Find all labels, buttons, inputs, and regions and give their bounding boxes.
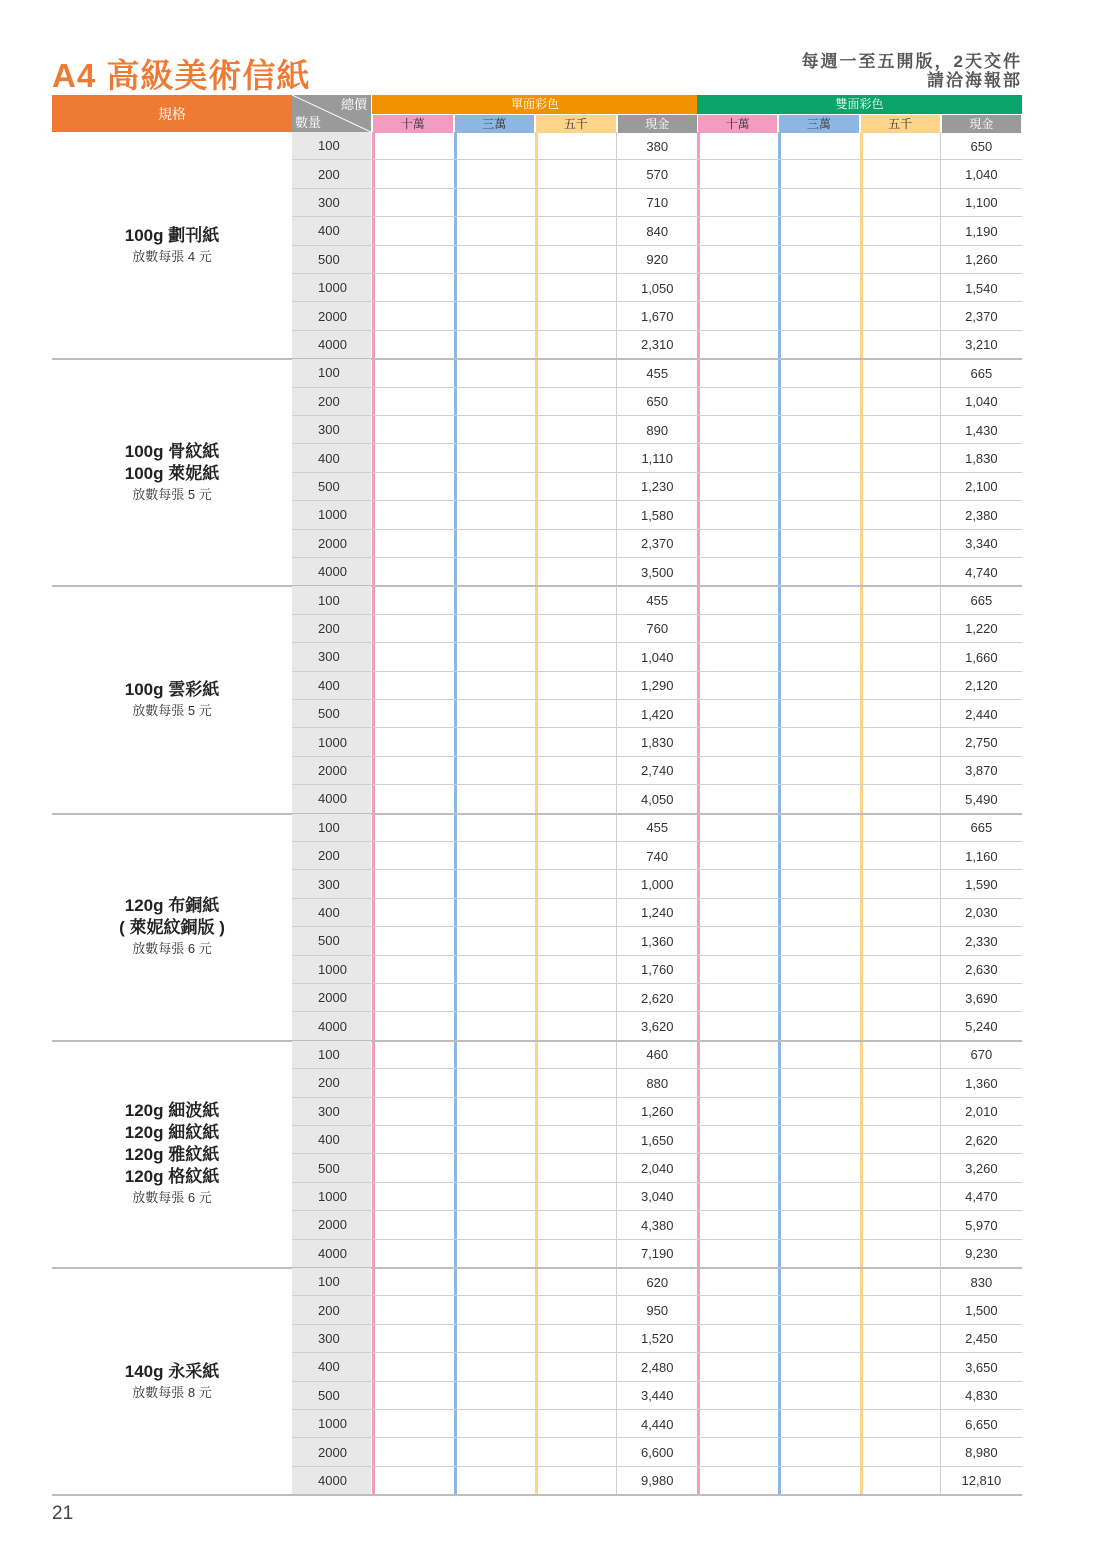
single-cash-price: 4,050 — [640, 791, 674, 807]
quantity-label: 數量 — [295, 115, 322, 130]
single-cash-price: 1,520 — [640, 1331, 674, 1347]
single-cash-price: 1,580 — [640, 507, 674, 523]
single-cash-price: 1,760 — [640, 962, 674, 978]
double-cash-price: 665 — [970, 820, 993, 836]
quantity-cell: 100 — [292, 132, 371, 159]
quantity-cell: 1000 — [292, 956, 371, 983]
extra-copy-price: 放數每張 5 元 — [132, 702, 212, 718]
quantity-cell: 100 — [292, 814, 371, 841]
double-cash-price: 1,220 — [965, 621, 998, 637]
paper-name: 120g 雅紋紙 — [124, 1145, 220, 1165]
single-tier-100k-header: 十萬 — [373, 115, 453, 133]
single-cash-price: 7,190 — [640, 1246, 674, 1262]
single-cash-price: 3,500 — [640, 564, 674, 580]
double-cash-price: 1,260 — [965, 252, 998, 268]
paper-name: 120g 布銅紙 — [124, 896, 220, 916]
spec-label — [52, 1041, 292, 1268]
double-cash-price: 4,740 — [965, 564, 998, 580]
paper-name: 100g 雲彩紙 — [124, 679, 220, 699]
double-cash-price: 2,100 — [965, 479, 998, 495]
single-cash-price: 460 — [646, 1047, 669, 1063]
double-cash-price: 1,430 — [965, 422, 998, 438]
double-cash-price: 1,540 — [965, 280, 998, 296]
quantity-cell: 200 — [292, 615, 371, 642]
quantity-cell: 400 — [292, 899, 371, 926]
single-cash-price: 1,040 — [640, 649, 674, 665]
double-cash-price: 1,500 — [965, 1303, 998, 1319]
double-cash-price: 830 — [970, 1274, 993, 1290]
single-cash-price: 1,650 — [640, 1132, 674, 1148]
page-title: A4 高級美術信紙 — [52, 57, 311, 94]
double-cash-price: 665 — [970, 593, 993, 609]
quantity-cell: 1000 — [292, 1410, 371, 1437]
extra-copy-price: 放數每張 8 元 — [132, 1384, 212, 1400]
quantity-cell: 4000 — [292, 1012, 371, 1039]
extra-copy-price: 放數每張 5 元 — [132, 486, 212, 502]
double-cash-price: 3,870 — [965, 763, 998, 779]
price-table — [52, 95, 1022, 1495]
single-cash-price: 570 — [646, 167, 669, 183]
quantity-cell: 400 — [292, 217, 371, 244]
double-cash-price: 5,490 — [965, 791, 998, 807]
single-cash-price: 880 — [646, 1075, 669, 1091]
quantity-cell: 1000 — [292, 501, 371, 528]
spec-label — [52, 1268, 292, 1495]
notice-line: 每週一至五開版，2天交件 — [801, 52, 1022, 71]
single-cash-price: 1,260 — [640, 1104, 674, 1120]
single-cash-price: 380 — [646, 138, 669, 154]
quantity-cell: 200 — [292, 388, 371, 415]
single-tier-5k-header: 五千 — [536, 115, 616, 133]
quantity-cell: 300 — [292, 1325, 371, 1352]
single-cash-price: 1,110 — [641, 451, 674, 467]
single-cash-price: 3,440 — [640, 1388, 674, 1404]
double-cash-price: 2,630 — [965, 962, 998, 978]
double-cash-price: 3,340 — [965, 536, 998, 552]
single-cash-price: 9,980 — [640, 1473, 674, 1489]
spec-label — [52, 359, 292, 586]
paper-name: 100g 骨紋紙 — [124, 441, 220, 461]
quantity-cell: 500 — [292, 700, 371, 727]
single-cash-price: 1,230 — [640, 479, 674, 495]
single-cash-price: 620 — [646, 1274, 669, 1290]
single-cash-price: 2,310 — [640, 337, 674, 353]
quantity-cell: 1000 — [292, 274, 371, 301]
quantity-cell: 2000 — [292, 1438, 371, 1465]
double-cash-price: 650 — [970, 138, 993, 154]
paper-name: 100g 萊妮紙 — [124, 463, 220, 483]
single-cash-price: 4,380 — [640, 1217, 674, 1233]
double-cash-price: 1,190 — [965, 223, 998, 239]
single-cash-price: 1,050 — [640, 280, 674, 296]
quantity-cell: 2000 — [292, 984, 371, 1011]
double-cash-price: 2,120 — [965, 678, 998, 694]
double-cash-price: 2,750 — [965, 735, 998, 751]
single-cash-price: 650 — [646, 394, 669, 410]
quantity-cell: 4000 — [292, 331, 371, 358]
quantity-cell: 100 — [292, 1041, 371, 1068]
total-price-label: 總價 — [341, 97, 368, 112]
page-number: 21 — [52, 1503, 74, 1524]
single-cash-price: 890 — [646, 422, 669, 438]
quantity-cell: 1000 — [292, 728, 371, 755]
double-cash-price: 1,160 — [965, 848, 998, 864]
double-tier-30k-header: 三萬 — [779, 115, 858, 133]
quantity-cell: 500 — [292, 927, 371, 954]
quantity-cell: 300 — [292, 870, 371, 897]
spec-label — [52, 814, 292, 1041]
quantity-cell: 2000 — [292, 302, 371, 329]
single-cash-price: 6,600 — [640, 1445, 674, 1461]
quantity-cell: 500 — [292, 1382, 371, 1409]
paper-name: 100g 劃刊紙 — [124, 225, 220, 245]
single-cash-price: 455 — [646, 593, 669, 609]
single-cash-price: 1,000 — [640, 877, 674, 893]
single-cash-price: 1,420 — [640, 706, 674, 722]
quantity-cell: 300 — [292, 189, 371, 216]
single-cash-price: 2,620 — [640, 990, 674, 1006]
double-cash-price: 1,040 — [965, 394, 998, 410]
double-cash-price: 5,970 — [965, 1217, 998, 1233]
double-tier-5k-header: 五千 — [861, 115, 940, 133]
double-cash-price: 670 — [970, 1047, 993, 1063]
single-cash-price: 920 — [646, 252, 669, 268]
single-cash-price: 710 — [646, 195, 669, 211]
paper-name: ( 萊妮紋銅版 ) — [119, 918, 225, 938]
double-cash-price: 2,380 — [965, 507, 998, 523]
double-cash-price: 2,010 — [965, 1104, 998, 1120]
paper-name: 120g 細紋紙 — [124, 1123, 220, 1143]
quantity-cell: 200 — [292, 842, 371, 869]
spec-label — [52, 586, 292, 813]
double-cash-price: 3,260 — [965, 1161, 998, 1177]
double-cash-price: 665 — [970, 365, 993, 381]
quantity-cell: 2000 — [292, 1211, 371, 1238]
double-cash-price: 5,240 — [965, 1019, 998, 1035]
quantity-cell: 200 — [292, 160, 371, 187]
quantity-cell: 200 — [292, 1296, 371, 1323]
single-cash-price: 950 — [646, 1303, 669, 1319]
quantity-cell: 500 — [292, 473, 371, 500]
double-cash-price: 2,330 — [965, 933, 998, 949]
quantity-cell: 100 — [292, 586, 371, 613]
double-cash-price: 12,810 — [961, 1473, 1002, 1489]
double-tier-100k-header: 十萬 — [698, 115, 777, 133]
double-cash-price: 2,370 — [965, 309, 998, 325]
single-sided-header: 單面彩色 — [372, 95, 698, 114]
double-cash-price: 2,440 — [965, 706, 998, 722]
quantity-cell: 400 — [292, 444, 371, 471]
single-tier-cash-header: 現金 — [618, 115, 698, 133]
spec-label — [52, 132, 292, 359]
single-cash-price: 3,040 — [640, 1189, 674, 1205]
quantity-cell: 2000 — [292, 757, 371, 784]
single-cash-price: 1,360 — [640, 933, 674, 949]
quantity-cell: 4000 — [292, 558, 371, 585]
double-cash-price: 6,650 — [965, 1416, 998, 1432]
extra-copy-price: 放數每張 6 元 — [132, 1190, 212, 1206]
quantity-cell: 100 — [292, 359, 371, 386]
single-cash-price: 1,830 — [640, 735, 674, 751]
double-cash-price: 3,210 — [965, 337, 998, 353]
quantity-cell: 400 — [292, 672, 371, 699]
quantity-cell: 400 — [292, 1353, 371, 1380]
quantity-cell: 4000 — [292, 1467, 371, 1494]
quantity-cell: 1000 — [292, 1183, 371, 1210]
quantity-cell: 4000 — [292, 785, 371, 812]
single-tier-30k-header: 三萬 — [455, 115, 535, 133]
double-cash-price: 1,660 — [965, 649, 998, 665]
quantity-cell: 300 — [292, 1098, 371, 1125]
quantity-cell: 500 — [292, 246, 371, 273]
quantity-cell: 300 — [292, 643, 371, 670]
single-cash-price: 1,670 — [640, 309, 674, 325]
double-cash-price: 1,830 — [965, 451, 998, 467]
double-cash-price: 2,620 — [965, 1132, 998, 1148]
single-cash-price: 2,370 — [640, 536, 674, 552]
quantity-cell: 100 — [292, 1268, 371, 1295]
single-cash-price: 2,480 — [640, 1359, 674, 1375]
single-cash-price: 1,290 — [640, 678, 674, 694]
double-cash-price: 3,690 — [965, 990, 998, 1006]
section-divider — [52, 1494, 1022, 1496]
double-cash-price: 1,100 — [965, 195, 998, 211]
single-cash-price: 455 — [646, 820, 669, 836]
extra-copy-price: 放數每張 4 元 — [132, 248, 212, 264]
double-cash-price: 1,590 — [965, 877, 998, 893]
single-cash-price: 3,620 — [640, 1019, 674, 1035]
double-cash-price: 2,030 — [965, 905, 998, 921]
double-cash-price: 1,360 — [965, 1075, 998, 1091]
quantity-cell: 2000 — [292, 530, 371, 557]
paper-name: 140g 永采紙 — [124, 1361, 220, 1381]
extra-copy-price: 放數每張 6 元 — [132, 941, 212, 957]
paper-name: 120g 格紋紙 — [124, 1167, 220, 1187]
single-cash-price: 760 — [646, 621, 669, 637]
quantity-cell: 4000 — [292, 1240, 371, 1267]
double-cash-price: 8,980 — [965, 1445, 998, 1461]
spec-header: 規格 — [52, 95, 292, 132]
double-cash-price: 4,830 — [965, 1388, 998, 1404]
production-notice — [802, 52, 1022, 90]
notice-line: 請洽海報部 — [927, 71, 1022, 90]
quantity-cell: 500 — [292, 1154, 371, 1181]
single-cash-price: 840 — [646, 223, 669, 239]
single-cash-price: 4,440 — [640, 1416, 674, 1432]
double-cash-price: 9,230 — [965, 1246, 998, 1262]
paper-name: 120g 細波紙 — [124, 1101, 220, 1121]
single-cash-price: 1,240 — [640, 905, 674, 921]
single-cash-price: 740 — [646, 848, 669, 864]
quantity-cell: 200 — [292, 1069, 371, 1096]
single-cash-price: 455 — [646, 365, 669, 381]
quantity-cell: 400 — [292, 1126, 371, 1153]
double-cash-price: 3,650 — [965, 1359, 998, 1375]
double-cash-price: 2,450 — [965, 1331, 998, 1347]
double-sided-header: 雙面彩色 — [697, 95, 1022, 114]
quantity-cell: 300 — [292, 416, 371, 443]
double-cash-price: 4,470 — [965, 1189, 998, 1205]
double-cash-price: 1,040 — [965, 167, 998, 183]
single-cash-price: 2,040 — [640, 1161, 674, 1177]
double-tier-cash-header: 現金 — [942, 115, 1021, 133]
single-cash-price: 2,740 — [640, 763, 674, 779]
